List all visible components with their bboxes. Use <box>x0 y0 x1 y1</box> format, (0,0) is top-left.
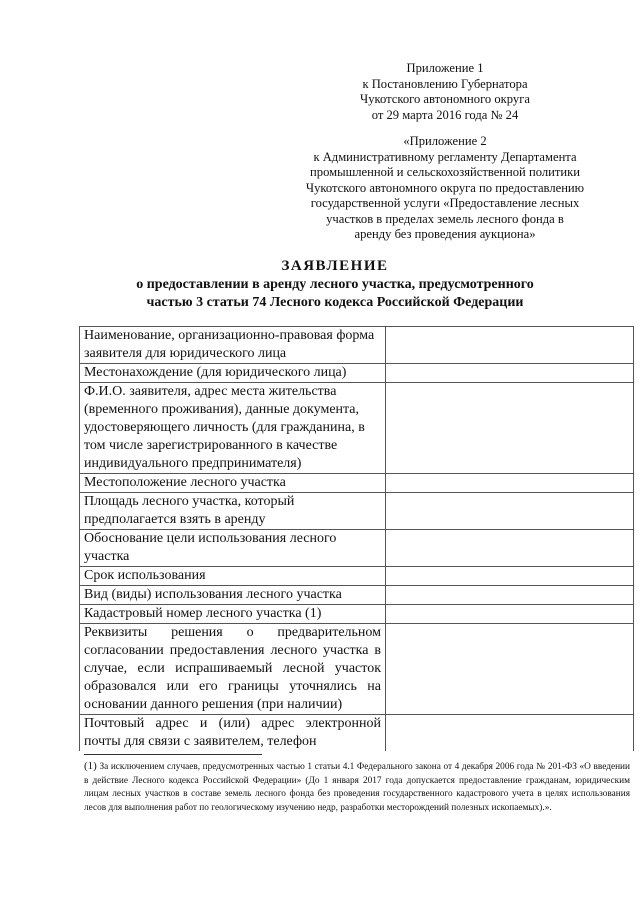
document-title: ЗАЯВЛЕНИЕ <box>281 258 389 274</box>
field-value-applicant-identity[interactable] <box>386 383 634 474</box>
field-label-applicant-identity: Ф.И.О. заявителя, адрес места жительства (временного проживания), данные документа, удостоверяющего личность (для гражданина, в том числе зарегистрированного в качестве индивидуального предпринимателя) <box>80 383 386 474</box>
appendix-2-line: государственной услуги «Предоставление лесных <box>310 196 580 210</box>
footnote-marker: (1) <box>84 760 97 772</box>
field-value-usage-type[interactable] <box>386 586 634 605</box>
field-value-approval-decision[interactable] <box>386 624 634 715</box>
appendix-1-reference <box>330 61 560 123</box>
appendix-2-line: аренду без проведения аукциона» <box>354 227 536 241</box>
field-value-cadastral-number[interactable] <box>386 605 634 624</box>
field-value-plot-location[interactable] <box>386 474 634 493</box>
table-row <box>80 624 634 715</box>
table-row <box>80 586 634 605</box>
field-label-contact-info: Почтовый адрес и (или) адрес электронной почты для связи с заявителем, телефон <box>80 715 386 752</box>
table-row <box>80 530 634 567</box>
field-label-plot-area: Площадь лесного участка, который предполагается взять в аренду <box>80 493 386 530</box>
field-value-usage-purpose[interactable] <box>386 530 634 567</box>
application-form-table <box>79 326 634 751</box>
field-label-usage-term: Срок использования <box>80 567 386 586</box>
field-label-organization-name: Наименование, организационно-правовая форма заявителя для юридического лица <box>80 327 386 364</box>
footnote <box>84 760 630 815</box>
document-subtitle <box>40 276 630 312</box>
footnote-divider <box>84 754 262 755</box>
appendix-2-line: «Приложение 2 <box>403 134 487 148</box>
appendix-2-line: промышленной и сельскохозяйственной политики <box>310 165 580 179</box>
field-value-usage-term[interactable] <box>386 567 634 586</box>
subtitle-line: частью 3 статьи 74 Лесного кодекса Российской Федерации <box>146 295 524 310</box>
field-value-organization-name[interactable] <box>386 327 634 364</box>
field-value-contact-info[interactable] <box>386 715 634 752</box>
table-row <box>80 605 634 624</box>
table-row <box>80 364 634 383</box>
table-row <box>80 327 634 364</box>
field-label-usage-purpose: Обоснование цели использования лесного участка <box>80 530 386 567</box>
field-value-legal-address[interactable] <box>386 364 634 383</box>
appendix-2-line: к Административному регламенту Департамента <box>313 149 577 164</box>
subtitle-line: о предоставлении в аренду лесного участка, предусмотренного <box>136 277 534 292</box>
appendix-2-reference <box>285 134 605 243</box>
table-row <box>80 474 634 493</box>
table-row <box>80 567 634 586</box>
appendix-1-line: Приложение 1 <box>406 61 484 75</box>
appendix-1-line: к Постановлению Губернатора <box>362 76 528 91</box>
field-label-approval-decision: Реквизиты решения о предварительном согласовании предоставления лесного участка в случае, если испрашиваемый лесной участок образовался или его границы уточнялись на основании данного решения (при наличии) <box>80 624 386 715</box>
table-row <box>80 715 634 752</box>
appendix-1-line: от 29 марта 2016 года № 24 <box>371 107 519 122</box>
document-heading <box>40 257 630 312</box>
footnote-text: За исключением случаев, предусмотренных частью 1 статьи 4.1 Федерального закона от 4 декабря 2006 года № 201-ФЗ «О введении в действие Лесного кодекса Российской Федерации» (До 1 января 2017 года допускается предоставление гражданам, юридическим лицам лесных участков в составе земель лесного фонда без проведения государственного кадастрового учета в целях использования лесов для выполнения работ по геологическому изучению недр, разработки месторождений полезных ископаемых).». <box>84 762 630 813</box>
field-label-legal-address: Местонахождение (для юридического лица) <box>80 364 386 383</box>
field-value-plot-area[interactable] <box>386 493 634 530</box>
appendix-2-line: Чукотского автономного округа по предоставлению <box>305 180 585 195</box>
table-row <box>80 493 634 530</box>
field-label-cadastral-number: Кадастровый номер лесного участка (1) <box>80 605 386 624</box>
table-row <box>80 383 634 474</box>
field-label-plot-location: Местоположение лесного участка <box>80 474 386 493</box>
appendix-2-line: участков в пределах земель лесного фонда в <box>326 211 564 226</box>
appendix-1-line: Чукотского автономного округа <box>360 92 530 106</box>
field-label-usage-type: Вид (виды) использования лесного участка <box>80 586 386 605</box>
